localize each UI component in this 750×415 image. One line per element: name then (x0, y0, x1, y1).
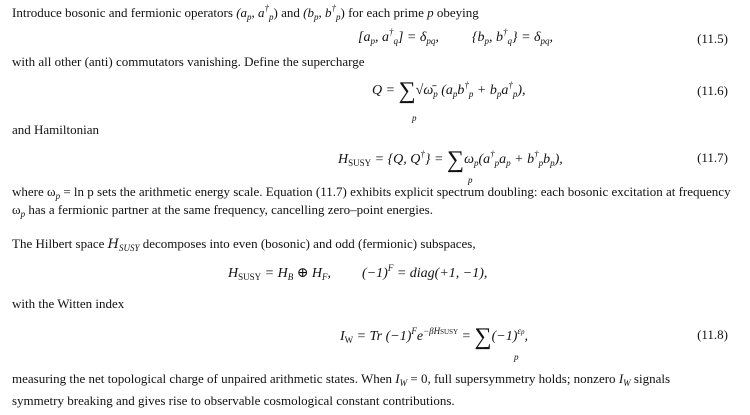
math-sub: p (269, 12, 274, 22)
math-span: H (228, 266, 239, 281)
math-span: , (435, 30, 439, 45)
conclusion-line-1 (12, 370, 730, 389)
math-span: a (501, 83, 509, 98)
math-span: √ω̄ (415, 83, 434, 98)
equation-11-5 (358, 29, 553, 47)
equation-number: (11.8) (697, 327, 728, 342)
math-span: {b (471, 30, 485, 45)
math-span: (a (478, 152, 491, 167)
math-span: ), (554, 152, 563, 167)
math-sub: p (512, 89, 518, 99)
math-sup: † (388, 27, 394, 37)
math-sup: F (387, 263, 394, 273)
math-sub: p (335, 12, 341, 22)
math-sub: p (494, 158, 500, 168)
energy-scale-line-1 (12, 183, 731, 202)
text-span: where ω (12, 184, 56, 199)
math-span: = (458, 329, 475, 344)
math-sub: W (623, 378, 631, 388)
intro-paragraph: Introduce bosonic and fermionic operators ($a_p$, $a^\dagger_p$) and ($b_p$, $b^\dagger_p$) for each prime p obeying (12, 3, 479, 22)
math-span: + b (473, 83, 497, 98)
math-sub: SUSY (348, 158, 372, 168)
math-sub: p (433, 89, 438, 99)
math-span: (a (236, 5, 248, 20)
math-span: b (457, 83, 465, 98)
math-span: H (338, 152, 349, 167)
text-span: ) and (273, 5, 304, 20)
text-span: ω (12, 202, 21, 217)
math-span: + b (510, 152, 535, 167)
math-span: H (107, 237, 119, 252)
math-sub: p (247, 12, 252, 22)
equation-number: (11.5) (697, 31, 728, 46)
energy-scale-line-2 (12, 201, 433, 220)
sum-symbol: ∑ (474, 324, 492, 350)
math-sub: p (468, 89, 474, 99)
math-span: I (340, 329, 345, 344)
math-span: ] = δ (397, 30, 427, 45)
equation-hilbert-decomposition (228, 265, 487, 283)
math-span: = H (261, 266, 288, 281)
conclusion-line-2: symmetry breaking and gives rise to observable cosmological constant contributions. (12, 393, 455, 408)
math-sub: SUSY (238, 272, 262, 282)
supercharge-paragraph: with all other (anti) commutators vanishing. Define the supercharge (12, 54, 365, 69)
text-span: has a fermionic partner at the same frequency, cancelling zero–point energies. (25, 202, 433, 217)
math-span: , a (374, 30, 389, 45)
math-sub: p (20, 209, 26, 219)
math-span: ), (517, 83, 526, 98)
math-sup-sub: p (520, 328, 525, 336)
math-span: } = (424, 152, 447, 167)
math-span: , b (318, 5, 332, 20)
math-span: I (618, 371, 624, 386)
math-span: b (543, 152, 551, 167)
math-sub: W (344, 335, 354, 345)
text-span: signals (630, 371, 671, 386)
math-span: [a (358, 30, 371, 45)
math-span: , (549, 30, 554, 45)
hamiltonian-paragraph: and Hamiltonian (12, 122, 100, 137)
math-sub: p (452, 89, 458, 99)
sum-symbol: ∑ (398, 78, 416, 104)
math-sub: F (322, 272, 328, 282)
sum-symbol: ∑ (446, 147, 465, 173)
math-span: , (327, 266, 332, 281)
math-sub: p (313, 12, 319, 22)
math-span: = {Q, Q (371, 152, 421, 167)
math-sub: SUSY (119, 243, 140, 253)
text-span: measuring the net topological charge of unpaired arithmetic states. When (12, 371, 396, 386)
equation-number: (11.6) (697, 83, 728, 98)
math-span: , (524, 329, 528, 344)
math-sup-sub: SUSY (440, 328, 459, 336)
math-sub: B (287, 272, 294, 282)
equation-11-7: $H_{SUSY} = \{Q$, $Q^\dagger\} = \sum\omega_p(a^\dagger_pa_p + b^\dagger_pb_p)$, (338, 147, 563, 173)
math-sub: W (399, 378, 408, 388)
math-sub: p (538, 158, 544, 168)
math-span: (b (303, 5, 314, 20)
math-span: (a (437, 83, 453, 98)
math-sub: q (507, 36, 512, 46)
math-span: } = δ (511, 30, 541, 45)
text-span: = ln p sets the arithmetic energy scale. Equation (11.7) exhibits explicit spectrum doubling: each bosonic excitation at frequency (60, 184, 731, 199)
text-span: The Hilbert space (12, 236, 108, 251)
math-span: , a (251, 5, 265, 20)
math-sub: p (55, 191, 61, 201)
text-span: obeying (433, 5, 479, 20)
sum-index: p (514, 352, 519, 362)
sum-index: p (412, 113, 417, 123)
math-span: p (427, 5, 434, 20)
math-span: Q = (372, 83, 399, 98)
text-span: Introduce bosonic and fermionic operators (12, 5, 237, 20)
math-sup: −βH (423, 326, 441, 336)
math-sup: † (502, 27, 508, 37)
math-sub: p (370, 36, 375, 46)
hilbert-space-paragraph (12, 235, 476, 254)
math-sub: p (496, 89, 502, 99)
equation-11-8 (340, 324, 528, 350)
math-span: ⊕ H (293, 266, 323, 281)
math-sup: † (420, 149, 425, 159)
math-span: I (395, 371, 400, 386)
math-sub: p (473, 158, 479, 168)
math-span: e (416, 329, 424, 344)
math-sub: pq (426, 36, 436, 46)
sum-index: p (468, 175, 473, 185)
math-sub: p (506, 158, 511, 168)
math-sup: F (411, 326, 417, 336)
math-sub: p (484, 36, 489, 46)
equation-11-6: $Q = \sum√\omegā_p$ $(a_pb^\dagger_p + b_pa^\dagger_p)$, (372, 78, 526, 104)
equation-number: (11.7) (697, 150, 728, 165)
math-span: (−1) (491, 329, 518, 344)
witten-index-paragraph: with the Witten index (12, 296, 125, 311)
text-span: decomposes into even (bosonic) and odd (fermionic) subspaces, (139, 236, 476, 251)
math-span: = diag(+1, −1), (393, 266, 488, 281)
text-span: ) for each prime (340, 5, 428, 20)
math-sub: p (550, 158, 555, 168)
math-sub: pq (540, 36, 550, 46)
math-span: , b (488, 30, 503, 45)
math-span: ω (464, 152, 474, 167)
text-span: = 0, full supersymmetry holds; nonzero (407, 371, 619, 386)
math-span: a (499, 152, 507, 167)
math-span: = Tr (−1) (353, 329, 412, 344)
math-sup: ε (517, 326, 521, 336)
math-sub: q (393, 36, 398, 46)
math-span: (−1) (362, 266, 388, 281)
